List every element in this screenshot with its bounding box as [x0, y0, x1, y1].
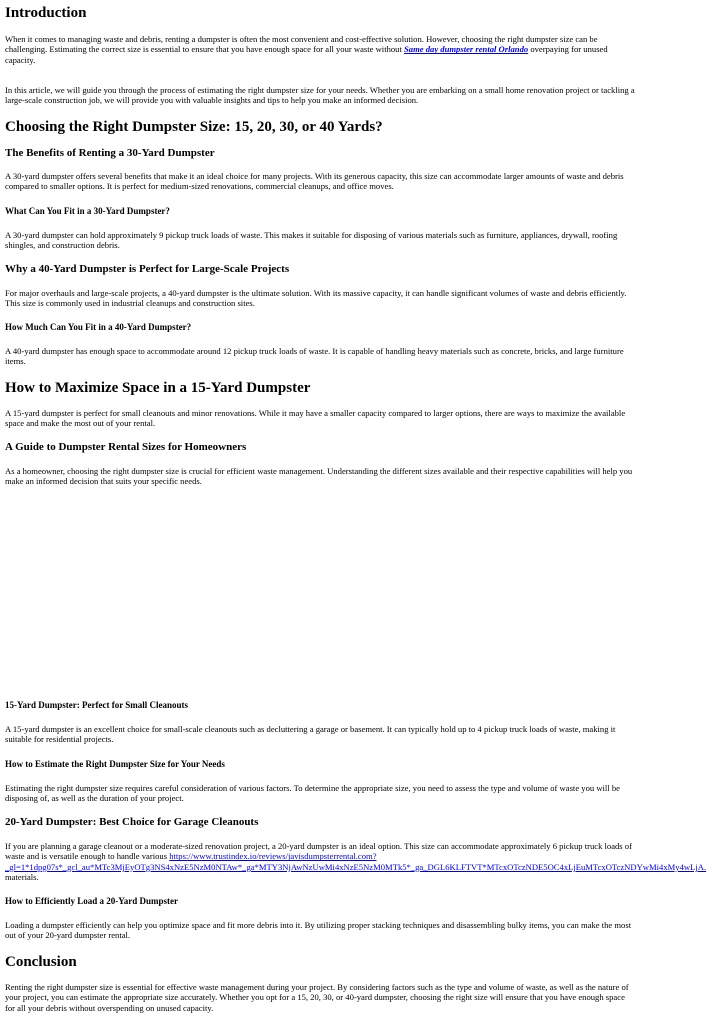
estimate-paragraph — [5, 783, 713, 804]
fit-40-line-1: A 40-yard dumpster has enough space to accommodate around 12 pickup truck loads of waste. It is capable of handling heavy materials such as concrete, bricks, and large furniture — [5, 346, 624, 356]
small-15-line-1: A 15-yard dumpster is an excellent choice for small-scale cleanouts such as decluttering a garage or basement. It can typically hold up to 4 pickup truck loads of waste, making it — [5, 724, 616, 734]
garage-20-heading: 20-Yard Dumpster: Best Choice for Garage Cleanouts — [5, 816, 259, 828]
estimate-line-1: Estimating the right dumpster size requires careful consideration of various factors. To determine the appropriate size, you need to assess the type and volume of waste you will be — [5, 783, 620, 793]
small-15-heading: 15-Yard Dumpster: Perfect for Small Cleanouts — [5, 700, 189, 710]
load-20-line-2: out of your 20-yard dumpster rental. — [5, 930, 131, 941]
guide-line-1: As a homeowner, choosing the right dumpster size is crucial for efficient waste management. Understanding the different sizes available and their respective capabilities will help you — [5, 466, 633, 476]
conclusion-line-2: your project, you can estimate the appropriate size accurately. Whether you opt for a 15, 20, 30, or 40-yard dumpster, choosing the right size will ensure that you have enough space — [5, 992, 625, 1003]
intro-heading: Introduction — [5, 5, 87, 21]
load-20-heading: How to Efficiently Load a 20-Yard Dumpster — [5, 896, 178, 906]
load-20-paragraph — [5, 920, 713, 941]
benefits-30-heading: The Benefits of Renting a 30-Yard Dumpster — [5, 147, 215, 159]
guide-paragraph — [5, 466, 713, 487]
same-day-dumpster-rental-link[interactable]: Same day dumpster rental Orlando — [404, 44, 529, 55]
fit-30-line-2: shingles, and construction debris. — [5, 240, 120, 251]
intro-p2-line-1: In this article, we will guide you through the process of estimating the right dumpster size for your needs. Whether you are embarking on a small home renovation project or tackling a — [5, 85, 635, 95]
garage-20-line-2-before: waste and is versatile enough to handle various — [5, 851, 170, 862]
garage-20-paragraph — [5, 841, 713, 883]
maximize-15-heading: How to Maximize Space in a 15-Yard Dumpster — [5, 380, 311, 396]
maximize-15-line-1: A 15-yard dumpster is perfect for small cleanouts and minor renovations. While it may have a smaller capacity compared to larger options, there are ways to maximize the available — [5, 408, 626, 418]
small-15-paragraph — [5, 724, 713, 745]
conclusion-line-1: Renting the right dumpster size is essential for effective waste management during your project. By considering factors such as the type and volume of waste, as well as the nature of — [5, 982, 629, 992]
intro-p2-line-2: large-scale construction job, we will provide you with valuable insights and tips to help you make an informed decision. — [5, 95, 419, 106]
intro-p1-line-1: When it comes to managing waste and debris, renting a dumpster is often the most convenient and cost-effective solution. However, choosing the right dumpster size can be — [5, 34, 598, 44]
why-40-line-2: This size is commonly used in industrial cleanups and construction sites. — [5, 298, 255, 309]
benefits-30-paragraph — [5, 171, 713, 192]
intro-p1-line-2-before: challenging. Estimating the correct size is essential to ensure that you have enough space for all your waste without — [5, 44, 405, 55]
fit-40-heading: How Much Can You Fit in a 40-Yard Dumpster? — [5, 322, 192, 332]
fit-40-paragraph — [5, 346, 713, 367]
fit-30-line-1: A 30-yard dumpster can hold approximately 9 pickup truck loads of waste. This makes it suitable for disposing of various materials such as furniture, appliances, drywall, roofing — [5, 230, 618, 240]
guide-heading: A Guide to Dumpster Rental Sizes for Homeowners — [5, 441, 247, 453]
fit-30-heading: What Can You Fit in a 30-Yard Dumpster? — [5, 206, 170, 216]
trustindex-reviews-link-part-2[interactable]: _gl=1*1dpg07s*_gcl_au*MTc3MjEyOTg3NS4xNzE5NzM0NTAw*_ga*MTY3NjAwNzUwMi4xNzE5NzM0MTk5*_ga_DGL6KLFTVT*MTcxOTczNDE5OC4xLjEuMTcxOTczNDYwMi4xMy4wLjA. — [5, 861, 707, 872]
blank-image-area — [5, 492, 713, 692]
trustindex-reviews-link-part-1[interactable]: https://www.trustindex.io/reviews/javisdumpsterrental.com? — [169, 851, 377, 862]
maximize-15-paragraph — [5, 408, 713, 429]
garage-20-line-3 — [5, 862, 713, 872]
choosing-size-heading: Choosing the Right Dumpster Size: 15, 20, 30, or 40 Yards? — [5, 119, 383, 135]
why-40-paragraph — [5, 288, 713, 309]
intro-p1-line-2 — [5, 44, 713, 54]
intro-p1-line-3: capacity. — [5, 54, 36, 65]
benefits-30-line-1: A 30-yard dumpster offers several benefits that make it an ideal choice for many projects. With its generous capacity, this size can accommodate larger amounts of waste and debris — [5, 171, 624, 181]
fit-40-line-2: items. — [5, 356, 26, 367]
intro-paragraph-2 — [5, 85, 713, 106]
intro-p1-line-2-after: overpaying for unused — [528, 44, 608, 55]
maximize-15-line-2: space and make the most out of your rental. — [5, 418, 156, 429]
why-40-heading: Why a 40-Yard Dumpster is Perfect for Large-Scale Projects — [5, 263, 290, 275]
estimate-line-2: disposing of, as well as the duration of your project. — [5, 793, 184, 804]
load-20-line-1: Loading a dumpster efficiently can help you optimize space and fit more debris into it. By utilizing proper stacking techniques and disassembling bulky items, you can make the most — [5, 920, 632, 930]
conclusion-line-3: for all your debris without overspending on unused capacity. — [5, 1002, 214, 1013]
benefits-30-line-2: compared to smaller options. It is perfect for medium-sized renovations, commercial cleanups, and office moves. — [5, 181, 394, 192]
garage-20-line-2 — [5, 851, 713, 861]
small-15-line-2: suitable for residential projects. — [5, 734, 114, 745]
fit-30-paragraph — [5, 230, 713, 251]
garage-20-line-1: If you are planning a garage cleanout or a moderate-sized renovation project, a 20-yard dumpster is an ideal option. This size can accommodate approximately 6 pickup truck loads of — [5, 841, 632, 851]
garage-20-line-4: materials. — [5, 872, 39, 883]
intro-paragraph-1 — [5, 34, 713, 65]
why-40-line-1: For major overhauls and large-scale projects, a 40-yard dumpster is the ultimate solution. With its massive capacity, it can handle significant volumes of waste and debris efficiently. — [5, 288, 627, 298]
estimate-heading: How to Estimate the Right Dumpster Size for Your Needs — [5, 759, 225, 769]
guide-line-2: make an informed decision that suits your specific needs. — [5, 476, 202, 487]
conclusion-heading: Conclusion — [5, 954, 77, 970]
conclusion-paragraph — [5, 982, 713, 1013]
